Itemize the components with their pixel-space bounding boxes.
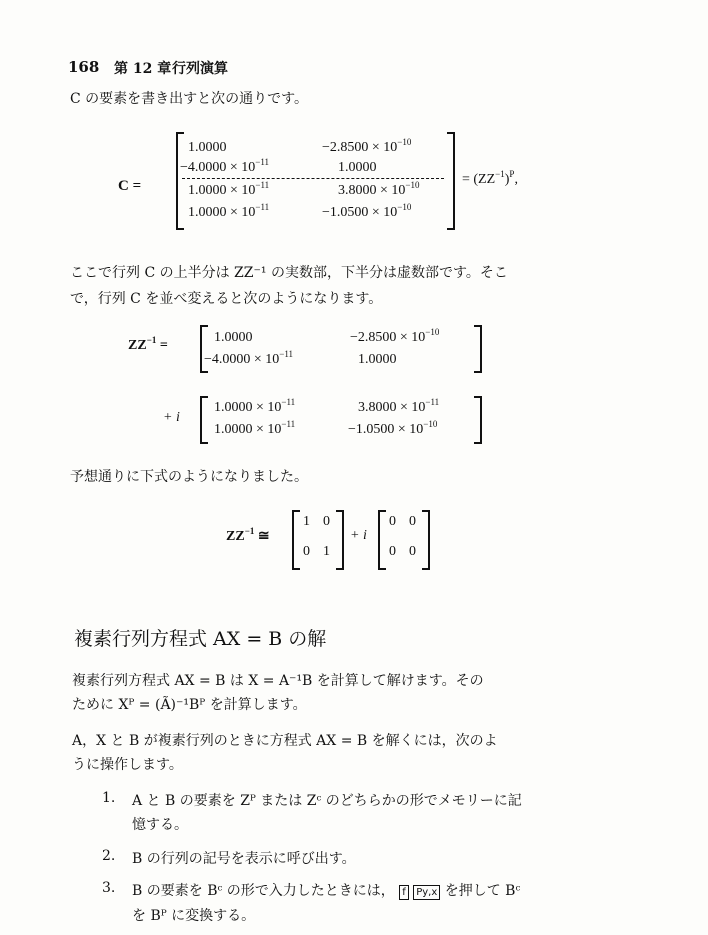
step-3-text-a: B の要素を Bᶜ の形で入力したときには， — [132, 883, 395, 899]
c-r2c2: 1.0000 — [338, 160, 377, 175]
c-r4c1: $1.0000 \times 10^{-11}$ — [188, 202, 270, 220]
step-1-number: 1. — [102, 790, 116, 806]
approx-plus-i: + i — [350, 528, 367, 543]
imag-prefix: + i — [163, 410, 180, 425]
zz-real-r2c2: 1.0000 — [358, 352, 397, 367]
chapter-title: 行列演算 — [172, 61, 228, 77]
approx-m1-right-bracket — [336, 510, 344, 570]
step-3-text-b: を押して Bᶜ — [444, 883, 521, 899]
matrix-c-right-bracket — [447, 132, 455, 230]
zz-imag-r1c2: $3.8000 \times 10^{-11}$ — [358, 397, 440, 415]
partition-line — [182, 178, 444, 179]
step-1-line2: 憶する。 — [132, 817, 188, 833]
zz-real-label: $ZZ^{-1}$ = — [128, 335, 168, 353]
c-r1c1: 1.0000 — [188, 140, 227, 155]
step-3-line1 — [132, 880, 520, 900]
step-2-line1: B の行列の記号を表示に呼び出す。 — [132, 851, 356, 867]
c-r2c1: $-4.0000 \times 10^{-11}$ — [180, 157, 270, 175]
para4-line1: A，X と B が複素行列のときに方程式 AX = B を解くには，次のよ — [72, 733, 498, 749]
step-1-line1: A と B の要素を Zᴾ または Zᶜ のどちらかの形でメモリーに記 — [132, 793, 522, 809]
para3-line2: ために Xᴾ = (Ã)⁻¹Bᴾ を計算します。 — [72, 697, 307, 713]
approx-m1-r2c2: 1 — [323, 544, 330, 559]
zz-real-r2c1: $-4.0000 \times 10^{-11}$ — [204, 349, 294, 367]
matrix-c-left-bracket — [176, 132, 184, 230]
approx-m1-r1c2: 0 — [323, 514, 330, 529]
c-r3c1: $1.0000 \times 10^{-11}$ — [188, 180, 270, 198]
para1-line1: ここで行列 C の上半分は ZZ⁻¹ の実数部，下半分は虚数部です。そこ — [70, 265, 508, 281]
approx-m2-r2c1: 0 — [389, 544, 396, 559]
para4-line2: うに操作します。 — [72, 757, 183, 773]
section-title: 複素行列方程式 AX = B の解 — [74, 628, 327, 650]
c-r4c2: $-1.0500 \times 10^{-10}$ — [322, 202, 412, 220]
py-x-key: Py,x — [413, 885, 440, 900]
para3-line1: 複素行列方程式 AX = B は X = A⁻¹B を計算して解けます。その — [72, 673, 484, 689]
zz-real-r1c1: 1.0000 — [214, 330, 253, 345]
approx-label: $ZZ^{-1}$ ≅ — [226, 526, 270, 544]
f-key: f — [399, 885, 409, 900]
c-r1c2: $-2.8500 \times 10^{-10}$ — [322, 137, 412, 155]
approx-m2-right-bracket — [422, 510, 430, 570]
approx-m1-left-bracket — [292, 510, 300, 570]
zz-imag-r2c1: $1.0000 \times 10^{-11}$ — [214, 419, 296, 437]
zz-imag-r2c2: $-1.0500 \times 10^{-10}$ — [348, 419, 438, 437]
zz-real-right-bracket — [474, 325, 482, 373]
para2: 予想通りに下式のようになりました。 — [70, 469, 308, 485]
zz-imag-r1c1: $1.0000 \times 10^{-11}$ — [214, 397, 296, 415]
zz-imag-left-bracket — [200, 396, 208, 444]
matrix-c-label: C = — [118, 178, 142, 194]
step-2-number: 2. — [102, 848, 116, 864]
para1-line2: で，行列 C を並べ変えると次のようになります。 — [70, 291, 383, 307]
step-3-number: 3. — [102, 880, 116, 896]
zz-real-r1c2: $-2.8500 \times 10^{-10}$ — [350, 327, 440, 345]
step-3-line2: を Bᴾ に変換する。 — [132, 908, 256, 924]
page-number: 168 — [68, 58, 100, 76]
intro-text: C の要素を書き出すと次の通りです。 — [70, 91, 309, 107]
c-r3c2: $3.8000 \times 10^{-10}$ — [338, 180, 420, 198]
approx-m1-r1c1: 1 — [303, 514, 310, 529]
c-rhs: = $(ZZ^{-1})^P$, — [462, 169, 518, 187]
approx-m2-r1c2: 0 — [409, 514, 416, 529]
approx-m2-r1c1: 0 — [389, 514, 396, 529]
zz-imag-right-bracket — [474, 396, 482, 444]
approx-m1-r2c1: 0 — [303, 544, 310, 559]
chapter-label: 第 12 章 — [114, 61, 172, 77]
approx-m2-r2c2: 0 — [409, 544, 416, 559]
approx-m2-left-bracket — [378, 510, 386, 570]
